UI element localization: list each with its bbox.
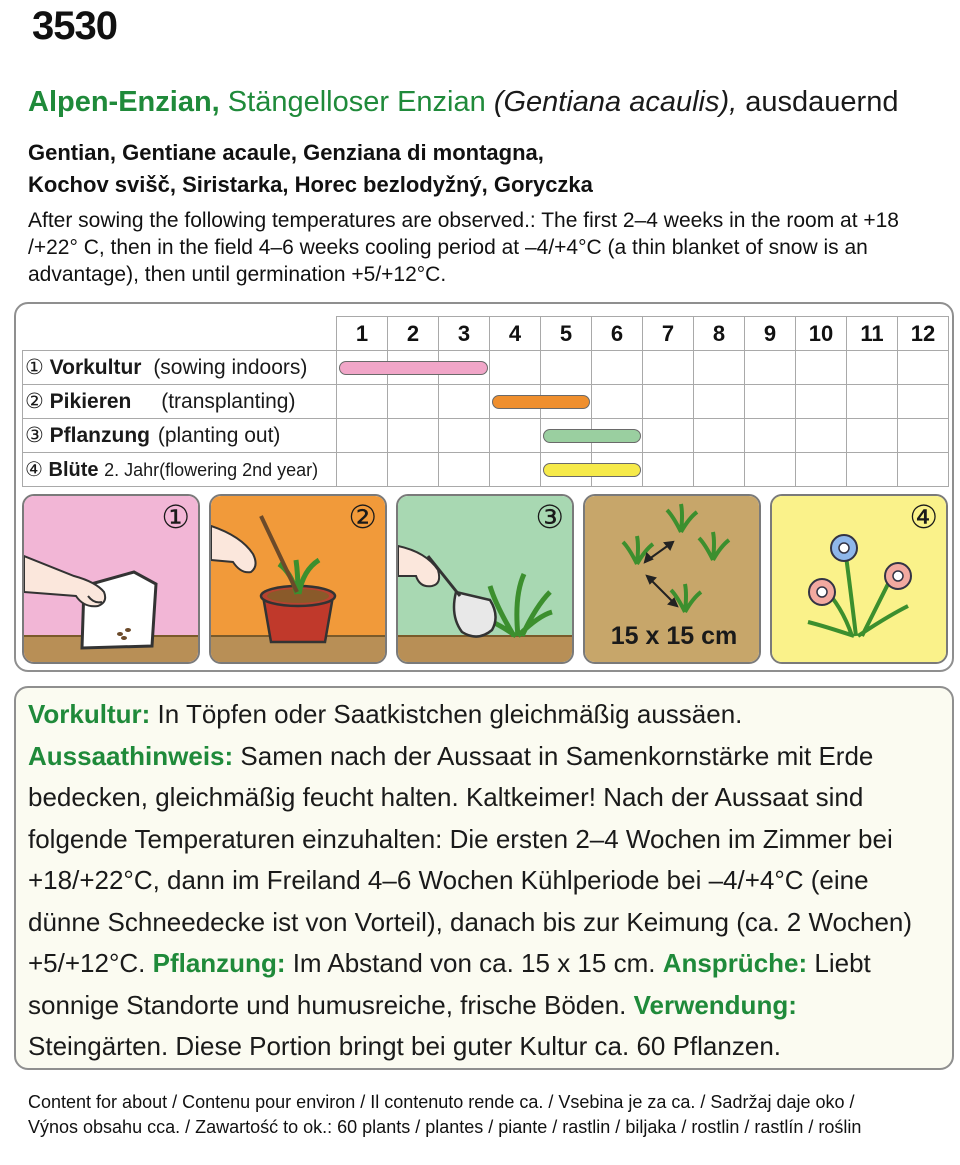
step-label-extra: 2. Jahr	[104, 460, 160, 480]
tile-number: ②	[348, 499, 377, 535]
calendar-row-bluete	[23, 453, 949, 487]
month-header: 5	[541, 317, 592, 351]
heading-vorkultur: Vorkultur:	[28, 699, 151, 729]
step-label-en: (planting out)	[157, 424, 281, 447]
heading-ansprueche: Ansprüche:	[662, 948, 808, 978]
step-number: ④	[25, 459, 43, 481]
footer-line-1: Content for about / Contenu pour environ / Il contenuto rende ca. / Vsebina je za ca. / Sadržaj daje oko /	[28, 1092, 855, 1112]
tile-number: ①	[161, 499, 190, 535]
month-header: 4	[490, 317, 541, 351]
step-number: ③	[25, 424, 44, 447]
tile-spacing	[583, 494, 761, 664]
step-number: ①	[25, 356, 44, 379]
heading-verwendung: Verwendung:	[633, 989, 797, 1020]
title-alt-name: Stängelloser Enzian	[227, 86, 486, 118]
product-title	[28, 86, 898, 119]
product-code: 3530	[32, 4, 117, 48]
calendar-row-pflanzung	[23, 419, 949, 453]
title-life: ausdauernd	[745, 86, 899, 118]
month-header: 2	[388, 317, 439, 351]
text-ansprueche: Liebt sonnige Standorte und humusreiche, frische Böden.	[28, 948, 871, 1020]
step-label-de: Pikieren	[49, 390, 132, 413]
tile-number: ④	[909, 499, 938, 535]
common-names-line-1: Gentian, Gentiane acaule, Genziana di montagna,	[28, 140, 544, 165]
common-names-line-2: Kochov svišč, Siristarka, Horec bezlodyžný, Goryczka	[28, 172, 593, 197]
title-latin: (Gentiana acaulis),	[493, 86, 738, 118]
heading-pflanzung: Pflanzung:	[152, 948, 286, 978]
month-header: 12	[898, 317, 949, 351]
text-vorkultur: In Töpfen oder Saatkistchen gleichmäßig aussäen.	[150, 699, 743, 729]
calendar-bar	[543, 463, 641, 477]
text-pflanzung: Im Abstand von ca. 15 x 15 cm.	[285, 948, 656, 978]
step-label-en: (transplanting)	[161, 390, 296, 413]
month-header: 3	[439, 317, 490, 351]
month-header: 6	[592, 317, 643, 351]
tile-planting-out	[396, 494, 574, 664]
calendar-corner	[23, 317, 337, 351]
month-header: 11	[847, 317, 898, 351]
calendar-row-pikieren	[23, 385, 949, 419]
calendar-bar	[543, 429, 641, 443]
month-header: 7	[643, 317, 694, 351]
step-label-de: Pflanzung	[49, 424, 150, 447]
step-label-de: Blüte	[48, 459, 99, 481]
text-aussaathinweis: Samen nach der Aussaat in Samenkornstärke mit Erde bedecken, gleichmäßig feucht halten. Kaltkeimer! Nach der Aussaat sind folgende Temperaturen einzuhalten: Die ersten 2–4 Wochen im Zimmer bei +18/+22°C, dann im Freiland 4–6 Wochen Kühlperiode bei –4/+4°C (eine dünne Schneedecke ist von Vorteil), danach bis zur Keimung (ca. 2 Wochen) +5/+12°C.	[28, 740, 913, 978]
title-name-de: Alpen-Enzian,	[28, 86, 220, 118]
sowing-calendar	[22, 316, 949, 487]
month-header: 8	[694, 317, 745, 351]
step-label-en: (flowering 2nd year)	[159, 460, 319, 480]
text-verwendung: Steingärten. Diese Portion bringt bei guter Kultur ca. 60 Pflanzen.	[28, 1031, 781, 1061]
step-number: ②	[25, 390, 44, 413]
heading-aussaathinweis: Aussaathinweis:	[28, 740, 234, 771]
step-label-en: (sowing indoors)	[153, 356, 308, 379]
step-label-de: Vorkultur	[49, 356, 142, 379]
footer-line-2: Výnos obsahu cca. / Zawartość to ok.: 60 plants / plantes / piante / rastlin / biljaka / rostlin / rastlín / roślin	[28, 1117, 862, 1137]
tile-sowing-indoors	[22, 494, 200, 664]
tile-number: ③	[535, 499, 564, 535]
month-header: 1	[337, 317, 388, 351]
german-instructions	[28, 694, 938, 1068]
month-header: 9	[745, 317, 796, 351]
content-footer	[28, 1090, 948, 1140]
tile-transplanting	[209, 494, 387, 664]
calendar-bar	[339, 361, 488, 375]
calendar-bar	[492, 395, 590, 409]
spacing-label: 15 x 15 cm	[610, 622, 738, 650]
english-instructions: After sowing the following temperatures are observed.: The first 2–4 weeks in the room at +18 /+22° C, then in the field 4–6 weeks cooling period at –4/+4°C (a thin blanket of snow is an advantage), then until germination +5/+12°C.	[28, 209, 899, 286]
tile-flowering	[770, 494, 948, 664]
month-header: 10	[796, 317, 847, 351]
